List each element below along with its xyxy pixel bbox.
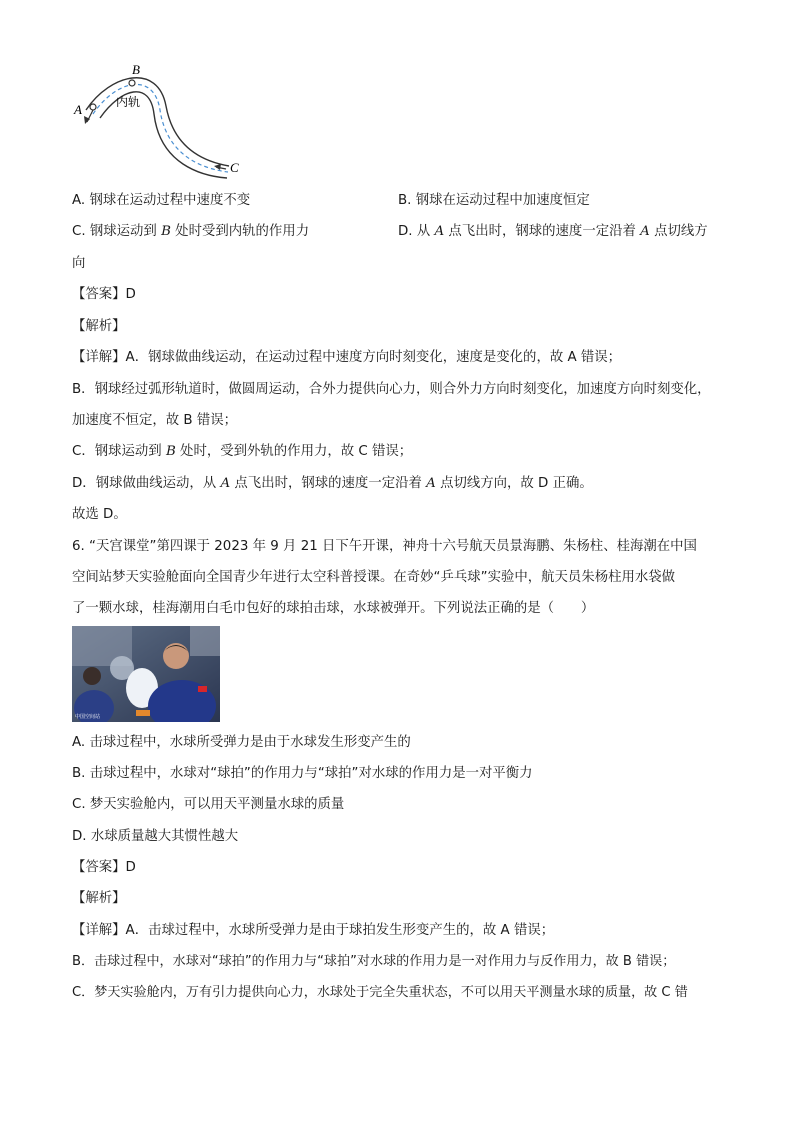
q5-detail-b2: 加速度不恒定，故 B 错误；	[72, 413, 237, 428]
var-b: B	[161, 224, 171, 239]
entry-arrowhead	[214, 164, 221, 170]
text: C．钢球运动到	[72, 444, 166, 459]
text: 点飞出时，钢球的速度一定沿着	[230, 476, 427, 491]
var-a: A	[426, 476, 436, 491]
label-inner-track: 内轨	[116, 95, 141, 109]
outer-track	[86, 78, 229, 166]
text: 处时，受到外轨的作用力，故 C 错误；	[175, 444, 413, 459]
q6-option-b: B. 击球过程中，水球对“球拍”的作用力与“球拍”对水球的作用力是一对平衡力	[72, 766, 533, 781]
q5-detail-d	[72, 475, 593, 493]
flag-patch	[198, 686, 207, 692]
label-b: B	[132, 62, 140, 77]
q5-answer: 【答案】D	[72, 287, 136, 302]
q5-detail-c	[72, 443, 412, 461]
left-astronaut-head	[83, 667, 101, 685]
panel	[190, 626, 220, 656]
photo-scene	[72, 626, 220, 722]
q6-option-c: C. 梦天实验舱内，可以用天平测量水球的质量	[72, 797, 345, 812]
racket	[136, 710, 150, 716]
q6-stem-line-2: 空间站梦天实验舱面向全国青少年进行太空科普授课。在奇妙“乒乓球”实验中，航天员朱杨柱用水袋做	[72, 570, 676, 585]
var-a: A	[434, 224, 445, 239]
label-c: C	[230, 160, 239, 175]
text: 点飞出时，钢球的速度一定沿着	[444, 224, 641, 239]
q6-answer: 【答案】D	[72, 860, 136, 875]
q5-option-a: A. 钢球在运动过程中速度不变	[72, 193, 251, 208]
photo-caption: 中国空间站	[75, 714, 101, 720]
ball-a	[90, 104, 96, 110]
text: D. 从	[398, 224, 435, 239]
text: C. 钢球运动到	[72, 224, 162, 239]
q6-option-d: D. 水球质量越大其惯性越大	[72, 829, 239, 844]
space-station-photo	[72, 626, 220, 722]
var-b: B	[165, 444, 176, 459]
q6-detail-c: C．梦天实验舱内，万有引力提供向心力，水球处于完全失重状态，不可以用天平测量水球的质量，故 C 错	[72, 985, 688, 1000]
track-diagram	[66, 58, 256, 182]
q6-option-a: A. 击球过程中，水球所受弹力是由于水球发生形变产生的	[72, 735, 411, 750]
text: 点切线方	[649, 224, 708, 239]
label-a: A	[74, 102, 82, 117]
text: 点切线方向，故 D 正确。	[435, 476, 593, 491]
q5-analysis-head: 【解析】	[72, 319, 126, 334]
q5-detail-b1: B．钢球经过弧形轨道时，做圆周运动，合外力提供向心力，则合外力方向时刻变化，加速度方向时刻变化，	[72, 382, 711, 397]
ball-b	[129, 80, 135, 86]
q5-option-d-wrap: 向	[72, 256, 86, 271]
q5-option-d	[398, 223, 708, 241]
var-a: A	[220, 476, 231, 491]
ball-path	[93, 84, 228, 172]
q5-option-c	[72, 223, 309, 241]
q6-detail-b: B．击球过程中，水球对“球拍”的作用力与“球拍”对水球的作用力是一对作用力与反作用力，故 B 错误；	[72, 954, 676, 969]
q6-detail-a: 【详解】A．击球过程中，水球所受弹力是由于球拍发生形变产生的，故 A 错误；	[72, 923, 555, 938]
q5-detail-a: 【详解】A．钢球做曲线运动，在运动过程中速度方向时刻变化，速度是变化的，故 A 错误；	[72, 350, 622, 365]
q6-analysis-head: 【解析】	[72, 891, 126, 906]
text: D．钢球做曲线运动，从	[72, 476, 221, 491]
var-a: A	[640, 224, 650, 239]
q5-conclusion: 故选 D。	[72, 507, 127, 522]
q6-stem-line-1: 6. “天宫课堂”第四课于 2023 年 9 月 21 日下午开课，神舟十六号航天员景海鹏、朱杨柱、桂海潮在中国	[72, 539, 697, 554]
text: 处时受到内轨的作用力	[170, 224, 310, 239]
q6-stem-line-3: 了一颗水球，桂海潮用白毛巾包好的球拍击球，水球被弹开。下列说法正确的是（ ）	[72, 601, 595, 616]
q5-option-b: B. 钢球在运动过程中加速度恒定	[398, 193, 590, 208]
right-astronaut-head	[163, 643, 189, 669]
